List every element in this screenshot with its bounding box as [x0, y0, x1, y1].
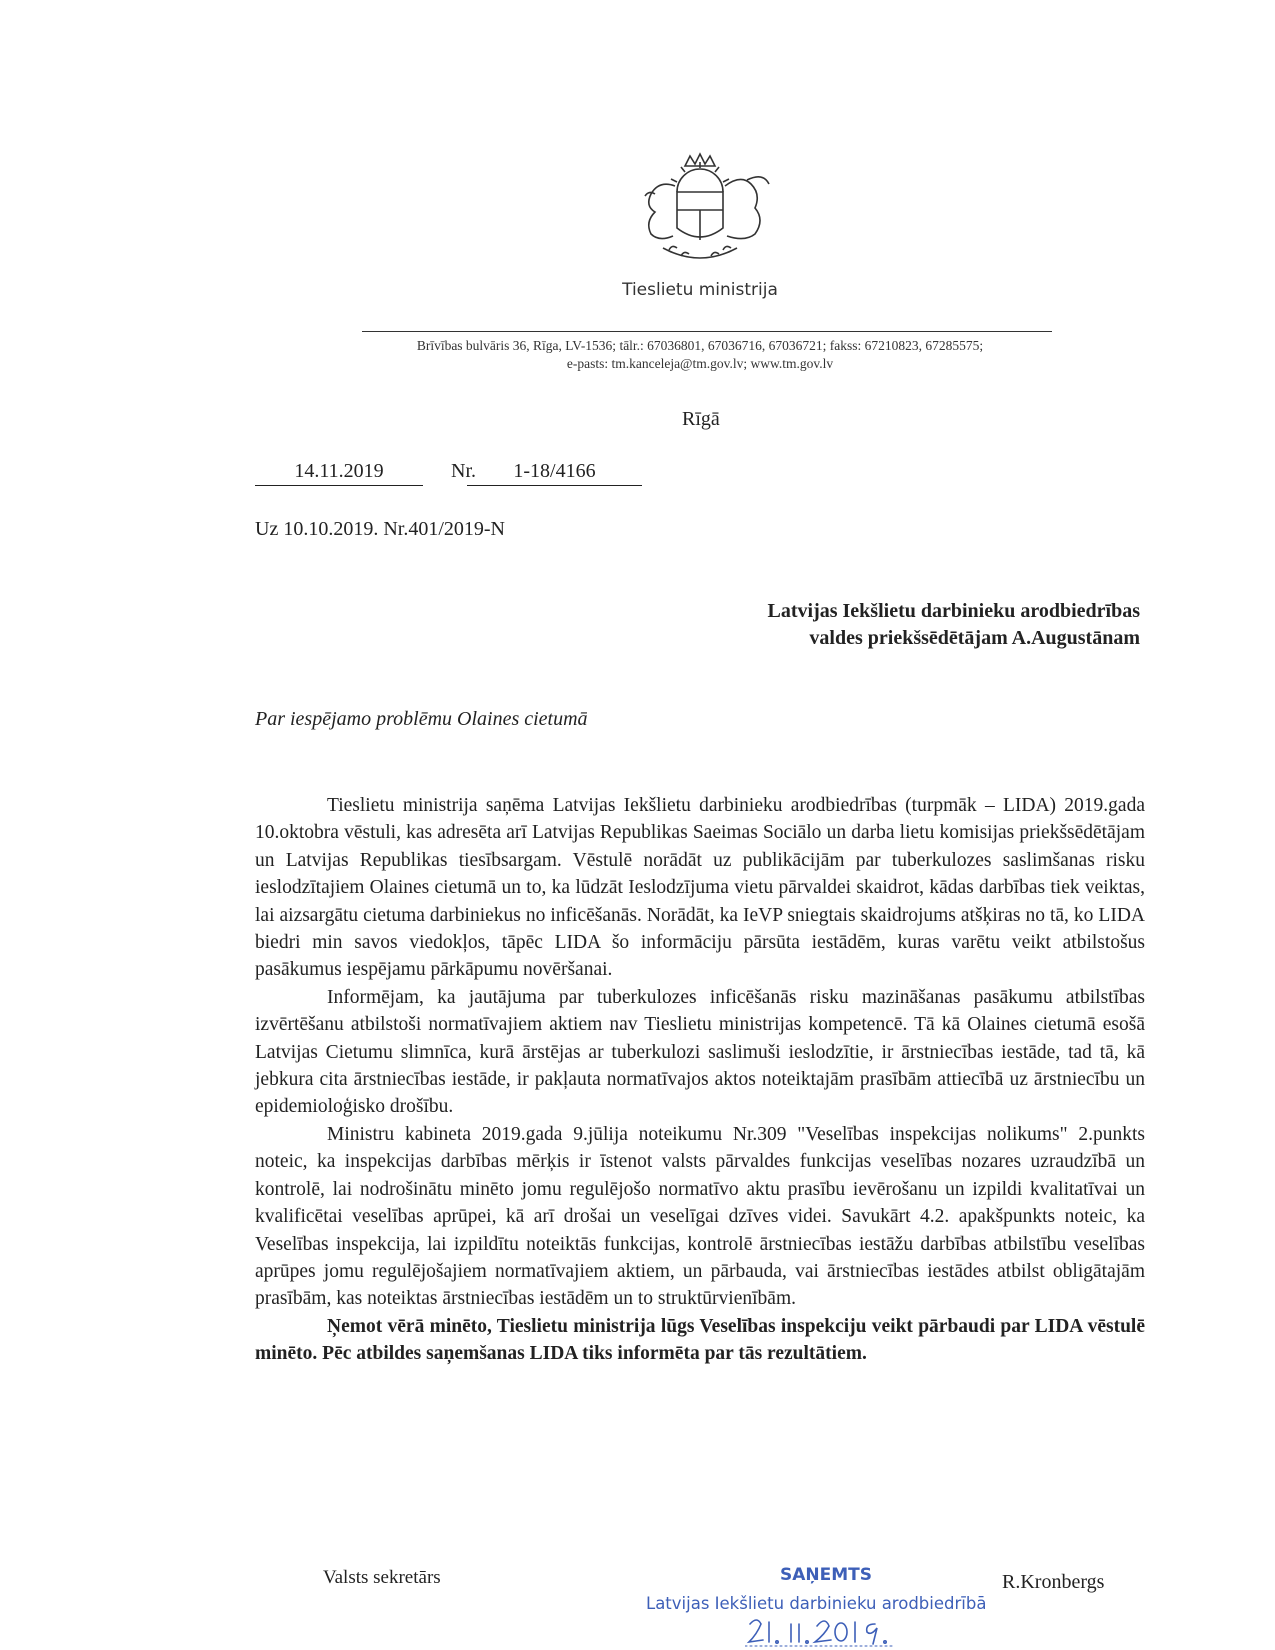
received-stamp-label: SAŅEMTS	[780, 1565, 872, 1585]
handwritten-date-icon	[745, 1612, 925, 1650]
ministry-name: Tieslietu ministrija	[622, 280, 778, 300]
subject-line: Par iespējamo problēmu Olaines cietumā	[255, 708, 588, 730]
signatory-title: Valsts sekretārs	[323, 1567, 441, 1588]
body-paragraph-1: Tieslietu ministrija saņēma Latvijas Iekšlietu darbinieku arodbiedrības (turpmāk – LIDA) 2019.gada 10.oktobra vēstuli, kas adresēta arī Latvijas Republikas Saeimas Sociālo un darba lietu komisijas priekšsēdētājam un Latvijas Republikas tiesībsargam. Vēstulē norādāt uz publikācijām par tuberkulozes saslimšanas risku ieslodzītajiem Olaines cietumā un to, ka lūdzāt Ieslodzījuma vietu pārvaldei skaidrot, kādas darbības tiek veiktas, lai aizsargātu cietuma darbiniekus no inficēšanās. Norādāt, ka IeVP sniegtais skaidrojums atšķiras no tā, ko LIDA biedri min savos viedokļos, tāpēc LIDA šo informāciju pārsūta iestādēm, kuras varētu veikt atbilstošus pasākumus iespējamu pārkāpumu novēršanai.	[255, 795, 1145, 981]
number-label: Nr.	[451, 460, 476, 482]
document-date: 14.11.2019	[255, 460, 423, 486]
recipient-line-2: valdes priekšsēdētājam A.Augustānam	[809, 627, 1140, 649]
coat-of-arms-icon	[615, 150, 785, 270]
city: Rīgā	[682, 408, 720, 430]
body-paragraph-4: Ņemot vērā minēto, Tieslietu ministrija lūgs Veselības inspekciju veikt pārbaudi par LIDA vēstulē minēto. Pēc atbildes saņemšanas LIDA tiks informēta par tās rezultātiem.	[255, 1315, 1145, 1365]
recipient-line-1: Latvijas Iekšlietu darbinieku arodbiedrības	[767, 600, 1140, 622]
reference-line: Uz 10.10.2019. Nr.401/2019-N	[255, 518, 505, 540]
address-line-1: Brīvības bulvāris 36, Rīga, LV-1536; tālr.: 67036801, 67036716, 67036721; fakss: 67210823, 67285575;	[416, 338, 984, 353]
body-paragraph-2: Informējam, ka jautājuma par tuberkulozes inficēšanās risku mazināšanas pasākumu atbilstības izvērtēšanu atbilstoši normatīvajiem aktiem nav Tieslietu ministrijas kompetencē. Tā kā Olaines cietumā esošā Latvijas Cietumu slimnīca, kurā ārstējas ar tuberkulozi saslimuši ieslodzītie, ir ārstniecības iestāde, tad tā, kā jebkura cita ārstniecības iestāde, ir pakļauta normatīvajos aktos noteiktajām prasībām attiecībā uz ārstniecību un epidemioloģisko drošību.	[255, 986, 1145, 1118]
signatory-name: R.Kronbergs	[1002, 1571, 1105, 1593]
body-paragraph-3: Ministru kabineta 2019.gada 9.jūlija noteikumu Nr.309 "Veselības inspekcijas nolikums" 2.punkts noteic, ka inspekcijas darbības mērķis ir īstenot valsts pārvaldes funkcijas veselības nozares uzraudzībā un kontrolē, lai nodrošinātu minēto jomu regulējošo normatīvo aktu prasību ievērošanu un izpildi kvalitatīvai un kvalificētai veselības aprūpei, kā arī drošai un veselīgai dzīves videi. Savukārt 4.2. apakšpunkts noteic, ka Veselības inspekcija, lai izpildītu noteiktās funkcijas, kontrolē ārstniecības iestāžu darbības atbilstību veselības aprūpes jomu regulējošajiem normatīvajiem aktiem, un pārbauda, vai ārstniecības iestādes atbilst obligātajām prasībām, kas noteiktas ārstniecības iestādēm un to struktūrvienībām.	[255, 1123, 1145, 1310]
letter-body	[255, 792, 1145, 1368]
document-number: 1-18/4166	[467, 460, 642, 486]
header-divider	[362, 331, 1052, 332]
received-stamp-org: Latvijas Iekšlietu darbinieku arodbiedrībā	[646, 1594, 987, 1613]
address-line-2: e-pasts: tm.kanceleja@tm.gov.lv; www.tm.gov.lv	[566, 356, 834, 371]
